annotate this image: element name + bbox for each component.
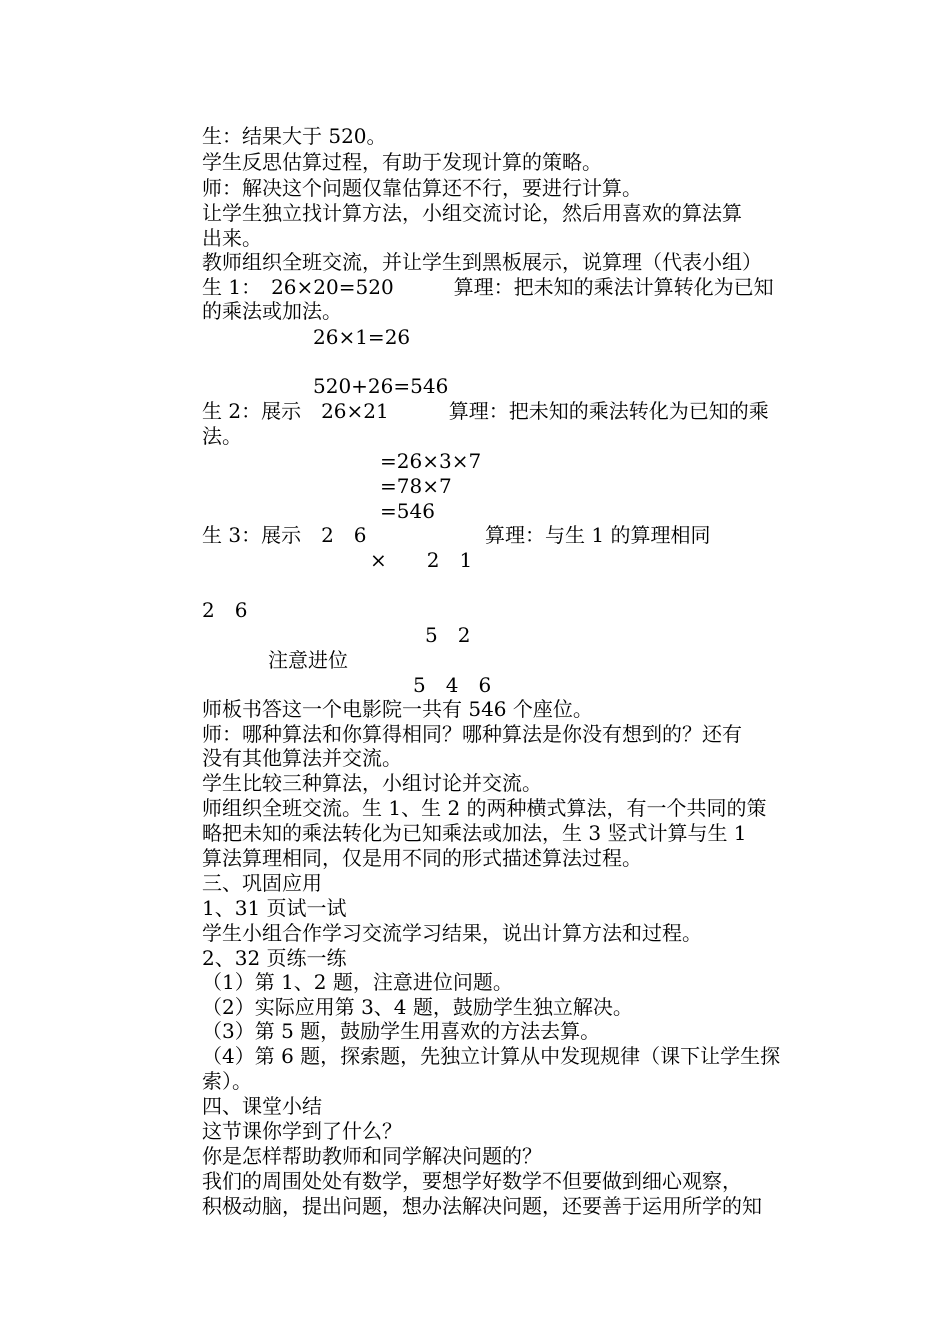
text-line: （2）实际应用第 3、4 题，鼓励学生独立解决。 (202, 995, 633, 1019)
calc-line: =546 (380, 499, 435, 523)
vertical-calc-line: × 2 1 (370, 548, 473, 572)
text-line: （1）第 1、2 题，注意进位问题。 (202, 970, 513, 994)
text-line: 2、32 页练一练 (202, 946, 347, 970)
text-line: 出来。 (202, 226, 262, 250)
text-line: 师板书答这一个电影院一共有 546 个座位。 (202, 697, 593, 721)
text-line: 生 3：展示 2 6 (202, 523, 367, 547)
text-line: 我们的周围处处有数学，要想学好数学不但要做到细心观察， (202, 1169, 742, 1193)
section-heading: 四、课堂小结 (202, 1094, 322, 1118)
text-line: 的乘法或加法。 (202, 299, 342, 323)
text-line: 1、31 页试一试 (202, 896, 347, 920)
text-line: 算理：与生 1 的算理相同 (485, 523, 711, 547)
text-line: 生 2：展示 26×21 算理：把未知的乘法转化为已知的乘 (202, 399, 769, 423)
calc-line: =26×3×7 (380, 449, 482, 473)
calc-line: 520+26=546 (313, 374, 449, 398)
text-line: 算法算理相同，仅是用不同的形式描述算法过程。 (202, 846, 642, 870)
vertical-calc-line: 5 4 6 (413, 673, 492, 697)
text-line: 学生小组合作学习交流学习结果，说出计算方法和过程。 (202, 921, 702, 945)
text-line: 生 1： 26×20=520 算理：把未知的乘法计算转化为已知 (202, 275, 774, 299)
text-line: 教师组织全班交流，并让学生到黑板展示，说算理（代表小组） (202, 250, 762, 274)
text-line: 师组织全班交流。生 1、生 2 的两种横式算法，有一个共同的策 (202, 796, 767, 820)
vertical-calc-line: 5 2 (425, 623, 471, 647)
section-heading: 三、巩固应用 (202, 871, 322, 895)
text-line: 没有其他算法并交流。 (202, 746, 402, 770)
text-line: 师：解决这个问题仅靠估算还不行，要进行计算。 (202, 176, 642, 200)
text-line: 让学生独立找计算方法，小组交流讨论，然后用喜欢的算法算 (202, 201, 742, 225)
text-line: 学生比较三种算法，小组讨论并交流。 (202, 771, 542, 795)
text-line: 积极动脑，提出问题，想办法解决问题，还要善于运用所学的知 (202, 1194, 762, 1218)
text-line: 学生反思估算过程，有助于发现计算的策略。 (202, 150, 602, 174)
calc-line: =78×7 (380, 474, 452, 498)
text-line: 略把未知的乘法转化为已知乘法或加法，生 3 竖式计算与生 1 (202, 821, 747, 845)
text-line: 这节课你学到了什么？ (202, 1119, 402, 1143)
vertical-calc-line: 2 6 (202, 598, 248, 622)
text-line: 你是怎样帮助教师和同学解决问题的？ (202, 1144, 542, 1168)
text-line: 法。 (202, 424, 242, 448)
note-line: 注意进位 (268, 648, 348, 672)
text-line: （3）第 5 题，鼓励学生用喜欢的方法去算。 (202, 1019, 601, 1043)
text-line: 生：结果大于 520。 (202, 124, 387, 148)
text-line: 师：哪种算法和你算得相同？哪种算法是你没有想到的？还有 (202, 722, 742, 746)
text-line: （4）第 6 题，探索题，先独立计算从中发现规律（课下让学生探 (202, 1044, 781, 1068)
calc-line: 26×1=26 (313, 325, 411, 349)
text-line: 索）。 (202, 1069, 252, 1093)
